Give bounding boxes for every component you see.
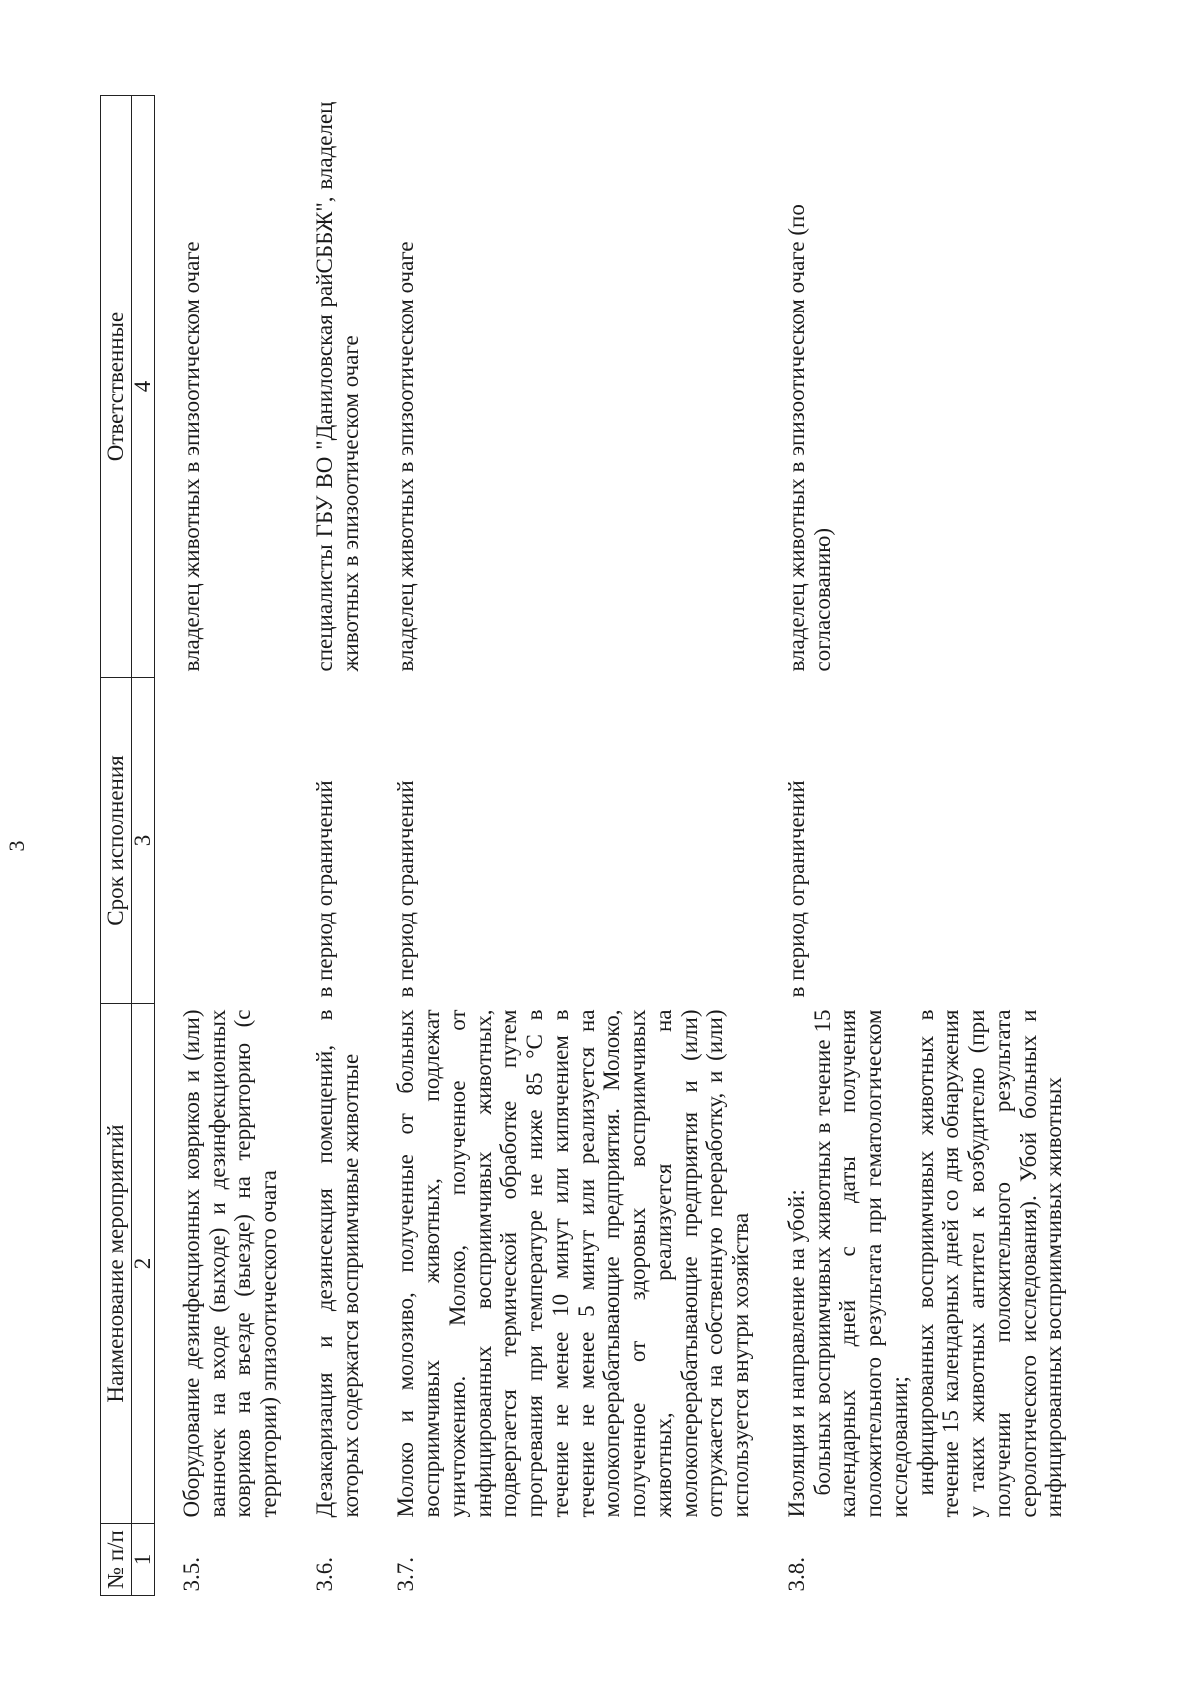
header-term: Срок исполнения [101, 678, 132, 1004]
action-text: больных восприимчивых животных в течение 15 календарных дней с даты получения положительного результата при гематологическом исследовании; [809, 1009, 912, 1518]
action-text: Оборудование дезинфекционных ковриков и (или) ванночек на входе (выходе) и дезинфекционных ковриков на въезде (выезде) на территорию (с территории) эпизоотического очага [178, 1009, 281, 1518]
row-action [760, 1004, 1073, 1524]
action-text: Молоко и молозиво, полученные от больных восприимчивых животных, подлежат уничтожению. Молоко, полученное от инфицированных восприимчивых животных, подвергается термической обработке путем прогревания при температуре не ниже 85 °C в течение не менее 10 минут или кипячением в течение не менее 5 минут или реализуется на молокоперерабатывающие предприятия. Молоко, полученное от здоровых восприимчивых животных, реализуется на молокоперерабатывающие предприятия и (или) отгружается на собственную переработку, и (или) используется внутри хозяйства [393, 1009, 753, 1518]
row-number: 3.8. [783, 1557, 809, 1592]
table-row [760, 96, 1073, 1596]
row-responsible: специалисты ГБУ ВО "Даниловская райСББЖ", владелец животных в эпизоотическом очаге [311, 101, 363, 672]
row-action [369, 1004, 760, 1524]
row-responsible: владелец животных в эпизоотическом очаге (по согласованию) [783, 204, 835, 672]
row-responsible: владелец животных в эпизоотическом очаге [393, 241, 419, 672]
header-responsible: Ответственные [101, 96, 132, 678]
column-number-row [131, 96, 154, 1596]
rotated-page [4, 96, 1110, 1596]
row-term: в период ограничений [393, 780, 419, 998]
action-text: Дезакаризация и дезинсекция помещений, в которых содержатся восприимчивые животные [311, 1009, 363, 1518]
table-row [369, 96, 760, 1596]
table-row [288, 96, 370, 1596]
row-number: 3.6. [311, 1557, 337, 1592]
column-number: 3 [131, 678, 154, 1004]
header-action: Наименование мероприятий [101, 1004, 132, 1524]
header-num: № п/п [101, 1524, 132, 1596]
page-number: 3 [4, 840, 29, 852]
column-number: 4 [131, 96, 154, 678]
action-text: Изоляция и направление на убой: [783, 1189, 809, 1518]
row-term: в период ограничений [783, 780, 809, 998]
measures-table [100, 95, 1073, 1596]
table-row [154, 96, 288, 1596]
column-number: 1 [131, 1524, 154, 1596]
row-number: 3.5. [178, 1557, 204, 1592]
row-number: 3.7. [393, 1557, 419, 1592]
column-number: 2 [131, 1004, 154, 1524]
action-text: инфицированных восприимчивых животных в течение 15 календарных дней со дня обнаружения у таких животных антител к возбудителю (при получении положительного результата серологического исследования). Убой больных и инфицированных восприимчивых животных [912, 1009, 1067, 1518]
row-term: в период ограничений [311, 780, 337, 998]
row-term [154, 678, 288, 1004]
row-responsible: владелец животных в эпизоотическом очаге [178, 241, 204, 672]
row-action [288, 1004, 370, 1524]
row-action [154, 1004, 288, 1524]
header-row [101, 96, 132, 1596]
